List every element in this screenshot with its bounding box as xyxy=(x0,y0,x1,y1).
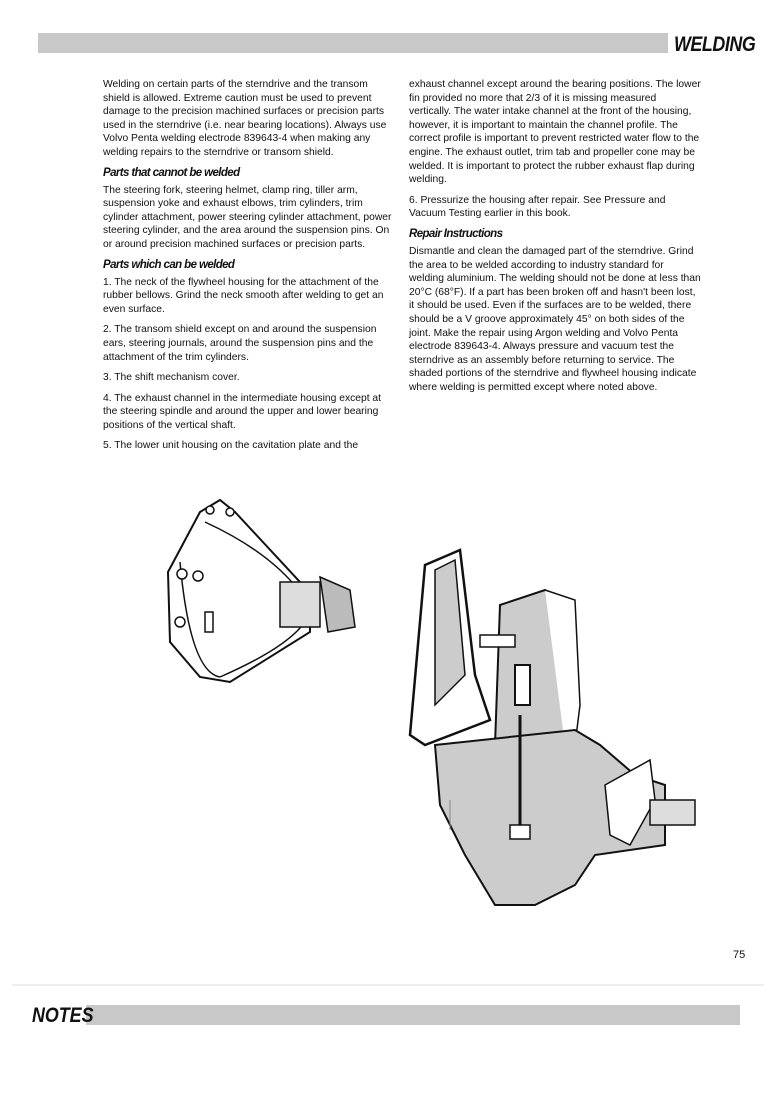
divider xyxy=(12,984,764,986)
intro-paragraph: Welding on certain parts of the sterndrive and the transom shield is allowed. Extreme caution must be used to prevent damage to the precision machined surfaces or precision parts used in the sterndrive (i.e. near bearing locations). Always use Volvo Penta welding electrode 839643-4 when making any welding repairs to the sterndrive or transom shield. xyxy=(103,79,387,158)
sterndrive-illustration xyxy=(405,545,700,920)
list-item-continued: exhaust channel except around the bearing positions. The lower fin provided no more that 2/3 of it is missing measured vertically. The water intake channel at the front of the housing, however, it is important to maintain the channel profile. The correct profile is important to prevent restricted water flow to the engine. The exhaust outlet, trim tab and propeller cone may be welded. It is important to protect the rubber exhaust flap during welding. xyxy=(409,79,701,186)
heading-can-weld: Parts which can be welded xyxy=(103,258,235,271)
list-item: 5. The lower unit housing on the cavitation plate and the xyxy=(103,440,359,452)
heading-cannot-weld: Parts that cannot be welded xyxy=(103,166,240,179)
section-title: WELDING xyxy=(674,33,756,56)
list-item: 2. The transom shield except on and around the suspension ears, steering journals, around the suspension pins and the attachment of the trim cylinders. xyxy=(103,324,377,363)
notes-bar xyxy=(86,1005,740,1025)
notes-title: NOTES xyxy=(32,1004,94,1027)
right-column xyxy=(409,78,701,401)
list-item: 4. The exhaust channel in the intermediate housing except at the steering spindle and around the upper and lower bearing positions of the vertical shaft. xyxy=(103,392,382,431)
cannot-weld-text: The steering fork, steering helmet, clamp ring, tiller arm, suspension yoke and exhaust elbows, trim cylinders, trim cylinder attachment, power steering cylinder attachment, power steering cylinder, and the area around the suspension pins. On or around precision machined surfaces or precision parts. xyxy=(103,184,392,250)
page-number: 75 xyxy=(733,949,746,961)
heading-repair: Repair Instructions xyxy=(409,227,503,240)
list-item: 1. The neck of the flywheel housing for the attachment of the rubber bellows. Grind the neck smooth after welding to get an even surface. xyxy=(103,276,384,315)
left-column xyxy=(103,78,393,460)
list-item: 6. Pressurize the housing after repair. See Pressure and Vacuum Testing earlier in this book. xyxy=(409,194,666,220)
list-item: 3. The shift mechanism cover. xyxy=(103,372,240,384)
header-bar xyxy=(38,33,668,53)
repair-text: Dismantle and clean the damaged part of the sterndrive. Grind the area to be welded according to industry standard for welding aluminium. The welding should not be done at less than 20°C (68°F). If a part has been broken off and hasn't been lost, it should be used. Even if the surfaces are to be welded, there should be a V groove approximately 45° on both sides of the joint. Make the repair using Argon welding and Volvo Penta electrode 839643-4. Always pressure and vacuum test the sterndrive as an assembly before returning to service. The shaded portions of the sterndrive and flywheel housing indicate where welding is permitted except where noted above. xyxy=(409,245,701,393)
flywheel-housing-illustration xyxy=(160,492,360,692)
